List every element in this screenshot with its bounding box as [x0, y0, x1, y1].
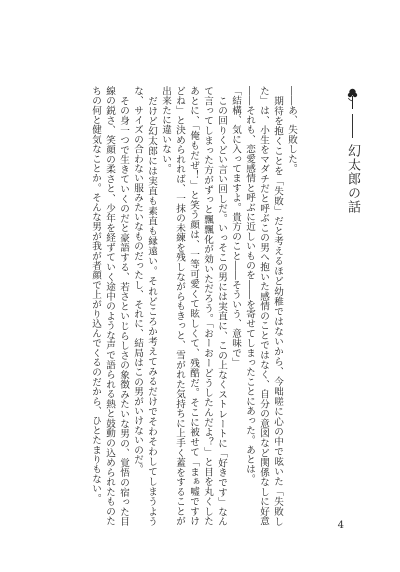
- page-number: 4: [337, 520, 344, 531]
- flower-ornament-icon: [347, 88, 358, 110]
- running-header: [344, 88, 360, 248]
- paragraph: 「結構、気に入ってますよ。貴方のこと――そういう、意味で」: [230, 86, 241, 368]
- body-text: [70, 86, 298, 526]
- paragraph: だけど幻太郎には実直も素直も縁遠い。それどころか考えてみるだけでそわそわしてしまうような、サイズの合わない服みたいなものだったし、それに、結局はこの男がいけないのだ。: [132, 86, 157, 526]
- header-rule: [352, 114, 353, 138]
- paragraph: この回りくどい言い回しだ。いっそこの男には実直に、この上なくストレートに「好きです」なんて言ってしまった方がずっと飄飄化が効いただろう。「おーおーどうしたんだよ？」と目を丸くしたあとに、「俺もだぜ！」と笑う顔は、一等可愛くて眩しくて、残酷だ。そこに被せて「まぁ嘘ですけどね」と決められれば、一抹の未練を残しながらもきっと、雪がれた気持ちに上手く蓋をすることが出来たに違いない。: [160, 86, 227, 526]
- paragraph: ――あ、失敗した。: [286, 86, 297, 174]
- running-header-title: 幻太郎の話: [345, 144, 360, 214]
- paragraph: その身一つで生きていくのだと豪語する、若さといじらしさの象徴みたいな男の、覚悟の宿った目線の鋭さ、笑顔の柔さと、少年を経ずていく途中のような声で語られる熱と鼓動の込められたものたちの何と健気なことか。そんな男が我が者顔で上がり込んでくるのだから、ひとたまりもない。: [90, 86, 129, 526]
- paragraph: 期待を抱くことを「失敗」だと考えるほど幼稚ではないから、今咄嗟に心の中で呟いた「失敗した」は、小生をマダチだと呼ぶこの男へ抱いた感情のことではなく、自分の意図など関係なしに好意――それも、恋愛感情と呼ぶに近しいものを――を寄せてしまったことにあった。あとは。: [244, 86, 283, 526]
